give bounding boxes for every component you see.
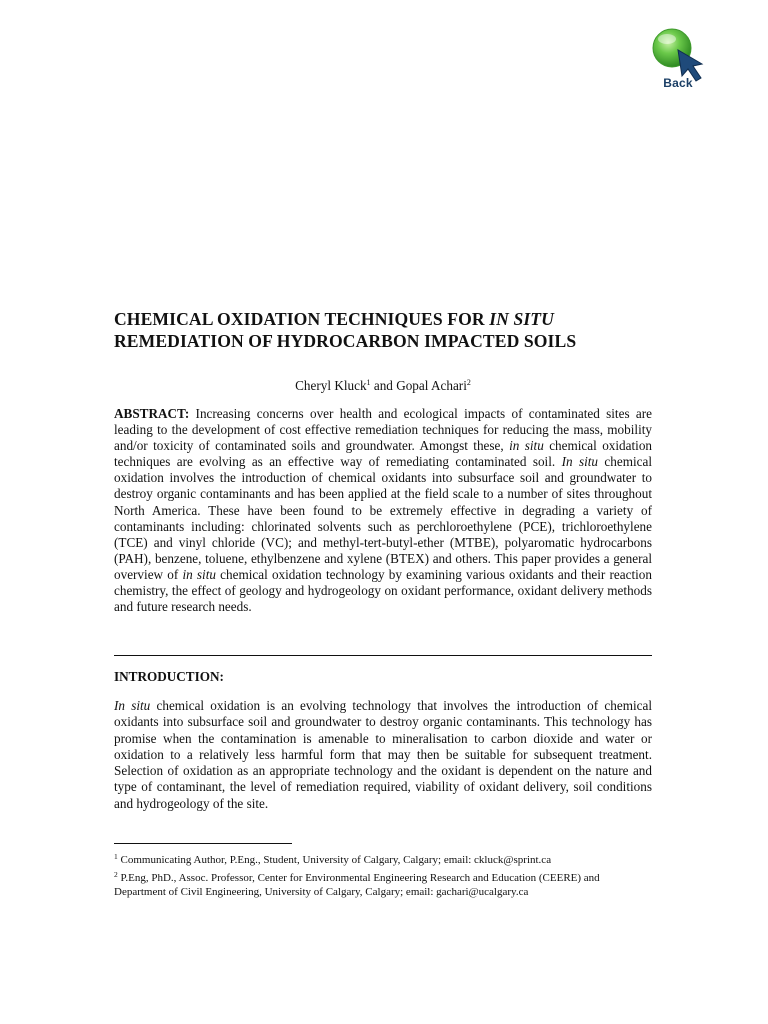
intro-italic: In situ <box>114 698 151 713</box>
author-1: Cheryl Kluck <box>295 378 367 393</box>
introduction-heading: INTRODUCTION: <box>114 669 224 684</box>
footnote-2-text: P.Eng, PhD., Assoc. Professor, Center for Environmental Engineering Research and Education (CEERE) and Department of Civil Engineering, University of Calgary, Calgary; email: gachari@ucalgary.ca <box>114 871 600 898</box>
footnote-2-mark: 2 <box>114 869 118 879</box>
abstract-text-b: chemical oxidation techniques are evolving as an effective way of remediating contaminated soil. <box>114 438 653 470</box>
title-italic: IN SITU <box>489 309 554 329</box>
introduction-paragraph <box>114 698 652 812</box>
abstract-text-c: chemical oxidation involves the introduction of chemical oxidants into subsurface soil and groundwater to destroy organic contaminants and has been applied at the field scale to a number of sites throughout North America. These have been found to be extremely effective in degrading a variety of contaminants including: chlorinated solvents such as perchloroethylene (PCE), trichloroethylene (TCE) and vinyl chloride (VC); and methyl-tert-butyl-ether (MTBE), polyaromatic hydrocarbons (PAH), benzene, toluene, ethylbenzene and xylene (BTEX) and others. This paper provides a general overview of <box>114 454 652 582</box>
paper-title <box>114 308 652 352</box>
author-join: and <box>370 378 397 393</box>
abstract-text-a: Increasing concerns over health and ecological impacts of contaminated sites are leading to the development of cost effective remediation techniques for reducing the mass, mobility and/or toxicity of contaminated soils and groundwater. Amongst these, <box>114 406 652 454</box>
abstract-italic-1: in situ <box>509 438 544 454</box>
abstract <box>114 406 652 615</box>
footnote-1-mark: 1 <box>114 852 118 861</box>
section-divider <box>114 655 652 656</box>
abstract-italic-2: In situ <box>561 454 599 470</box>
author-2: Gopal Achari <box>396 378 467 393</box>
author-2-mark: 2 <box>466 378 471 387</box>
abstract-italic-3: in situ <box>182 566 216 582</box>
back-label: Back <box>663 76 693 90</box>
author-1-mark: 1 <box>366 378 371 387</box>
authors <box>114 375 652 394</box>
footnote-1-text: Communicating Author, P.Eng., Student, University of Calgary, Calgary; email: ckluck@sprint.ca <box>117 854 552 866</box>
back-button[interactable] <box>648 28 710 94</box>
title-line-2: REMEDIATION OF HYDROCARBON IMPACTED SOILS <box>114 331 577 351</box>
footnotes <box>114 850 652 900</box>
footnote-2 <box>114 868 652 900</box>
footnote-divider <box>114 843 292 844</box>
title-line-1-text: CHEMICAL OXIDATION TECHNIQUES FOR <box>114 309 490 329</box>
abstract-label: ABSTRACT: <box>114 406 190 421</box>
intro-text: chemical oxidation is an evolving technology that involves the introduction of chemical oxidants into subsurface soil and groundwater to destroy organic contaminants. This technology has promise when the contamination is amenable to mineralisation to carbon dioxide and water or oxidation to a relatively less harmful form that may then be suitable for subsequent treatment. Selection of oxidation as an appropriate technology and the oxidant is dependent on the nature and type of contaminant, the level of remediation required, viability of oxidant delivery, soil conditions and hydrogeology of the site. <box>114 698 652 811</box>
abstract-text-d: chemical oxidation technology by examining various oxidants and their reaction chemistry, the effect of geology and hydrogeology on oxidant performance, oxidant delivery methods and future research needs. <box>114 566 652 615</box>
footnote-1 <box>114 850 652 868</box>
